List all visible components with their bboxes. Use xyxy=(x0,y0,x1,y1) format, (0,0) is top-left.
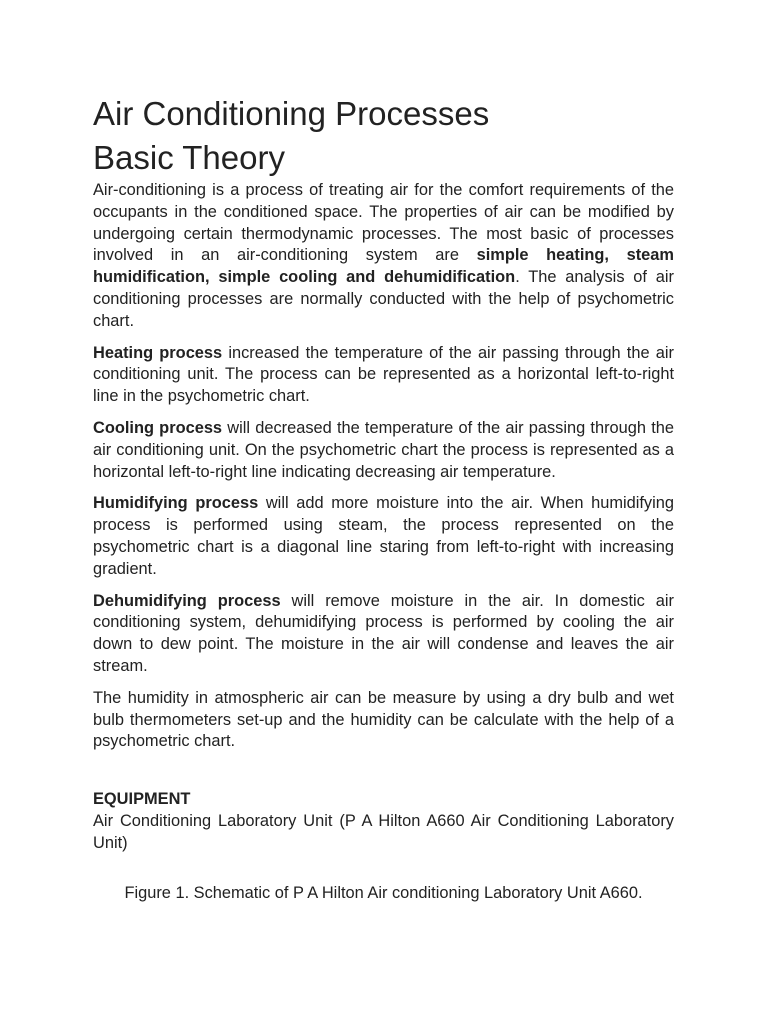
heating-term: Heating process xyxy=(93,343,223,362)
humidifying-term: Humidifying process xyxy=(93,494,259,513)
intro-paragraph xyxy=(93,180,674,333)
humidifying-text: will add more moisture into the air. When humidifying process is performed using steam, the process represented on the psychometric chart is a diagonal line staring from left-to-right with increasing gradient. xyxy=(93,494,674,578)
dehumidifying-paragraph xyxy=(93,591,674,678)
equipment-heading: EQUIPMENT xyxy=(93,790,191,809)
title-line-2: Basic Theory xyxy=(93,139,285,176)
intro-bold-processes: simple heating, steam humidification, simple cooling and dehumidification xyxy=(93,246,674,287)
dehumidifying-text: will remove moisture in the air. In domestic air conditioning system, dehumidifying process is performed by cooling the air down to dew point. The moisture in the air will condense and leaves the air stream. xyxy=(93,591,674,675)
equipment-description: Air Conditioning Laboratory Unit (P A Hilton A660 Air Conditioning Laboratory Unit) xyxy=(93,811,674,852)
heating-text: increased the temperature of the air passing through the air conditioning unit. The process can be represented as a horizontal left-to-right line in the psychometric chart. xyxy=(93,343,674,406)
figure-caption: Figure 1. Schematic of P A Hilton Air conditioning Laboratory Unit A660. xyxy=(124,883,643,902)
cooling-text: will decreased the temperature of the air passing through the air conditioning unit. On the psychometric chart the process is represented as a horizontal left-to-right line indicating decreasing air temperature. xyxy=(93,418,674,481)
document-title xyxy=(93,92,674,180)
equipment-section xyxy=(93,789,674,854)
humidity-paragraph: The humidity in atmospheric air can be measure by using a dry bulb and wet bulb thermometers set-up and the humidity can be calculate with the help of a psychometric chart. xyxy=(93,688,674,751)
title-line-1: Air Conditioning Processes xyxy=(93,95,490,132)
cooling-term: Cooling process xyxy=(93,418,223,437)
intro-text-end: . The analysis of air conditioning processes are normally conducted with the help of psychometric chart. xyxy=(93,268,674,330)
heating-paragraph xyxy=(93,343,674,408)
humidifying-paragraph xyxy=(93,493,674,580)
dehumidifying-term: Dehumidifying process xyxy=(93,591,281,610)
intro-text-start: Air-conditioning is a process of treating air for the comfort requirements of the occupants in the conditioned space. The properties of air can be modified by undergoing certain thermodynamic processes. The most basic of processes involved in an air-conditioning system are xyxy=(93,181,674,265)
document-page xyxy=(93,92,674,904)
cooling-paragraph xyxy=(93,418,674,483)
